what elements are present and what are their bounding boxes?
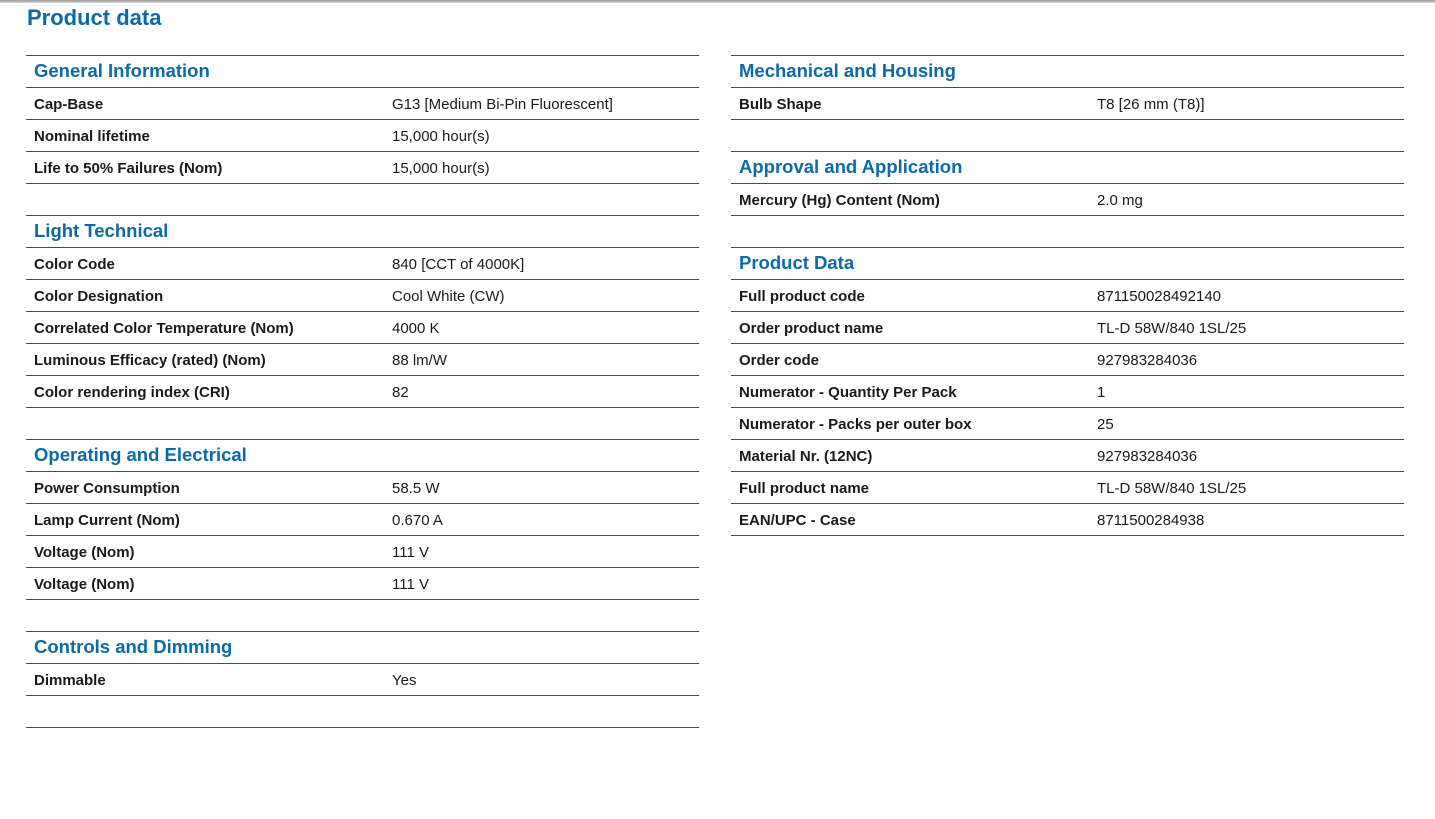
row-value: 82 [392,384,409,401]
row-label: Bulb Shape [739,96,822,113]
row-label: Dimmable [34,672,106,689]
row-label: Full product code [739,288,865,305]
row-label: Voltage (Nom) [34,576,135,593]
row-label: Cap-Base [34,96,104,113]
section-title: Product Data [739,252,855,273]
row-value: 111 V [392,544,429,561]
row-value: 58.5 W [392,480,440,497]
row-label: Voltage (Nom) [34,544,135,561]
row-label: Order product name [739,320,884,337]
section-spacer [731,120,1404,152]
row-value: 871150028492140 [1097,288,1222,305]
row-value: 88 lm/W [392,352,448,369]
section-header-general-information [26,56,699,88]
table-row [26,568,699,600]
row-value: TL-D 58W/840 1SL/25 [1097,480,1247,497]
row-label: Color Designation [34,288,164,305]
section-title: Approval and Application [739,156,963,177]
row-value: T8 [26 mm (T8)] [1097,96,1205,113]
section-spacer [26,600,699,632]
row-label: Color Code [34,256,115,273]
row-label: Luminous Efficacy (rated) (Nom) [34,352,266,369]
row-value: TL-D 58W/840 1SL/25 [1097,320,1247,337]
row-label: Lamp Current (Nom) [34,512,180,529]
row-label: Mercury (Hg) Content (Nom) [739,192,940,209]
table-row [26,120,699,152]
row-label: EAN/UPC - Case [739,512,856,529]
row-label: Numerator - Quantity Per Pack [739,384,957,401]
table-row [26,152,699,184]
table-row [26,248,699,280]
row-label: Order code [739,352,820,369]
table-row [731,440,1404,472]
row-label: Nominal lifetime [34,128,150,145]
row-value: 1 [1097,384,1106,401]
right-column [731,55,1404,536]
row-value: 2.0 mg [1097,192,1143,209]
section-header-operating-and-electrical [26,440,699,472]
table-row [26,344,699,376]
top-rule [0,0,1435,3]
table-row [731,408,1404,440]
section-spacer [26,696,699,728]
table-row [26,472,699,504]
section-title: General Information [34,60,210,81]
table-row [26,504,699,536]
row-value: 111 V [392,576,429,593]
section-title: Controls and Dimming [34,636,233,657]
table-row [26,664,699,696]
table-row [26,88,699,120]
row-label: Correlated Color Temperature (Nom) [34,320,294,337]
table-row [731,88,1404,120]
table-row [26,280,699,312]
row-value: 8711500284938 [1097,512,1205,529]
table-row [731,280,1404,312]
section-header-controls-and-dimming [26,632,699,664]
row-value: 25 [1097,416,1114,433]
left-column [26,55,699,728]
row-label: Power Consumption [34,480,180,497]
table-row [731,504,1404,536]
table-row [731,184,1404,216]
table-row [731,472,1404,504]
row-value: 15,000 hour(s) [392,128,490,145]
row-value: 927983284036 [1097,448,1198,465]
row-value: 4000 K [392,320,440,337]
row-value: 927983284036 [1097,352,1198,369]
row-value: 15,000 hour(s) [392,160,490,177]
section-spacer [731,216,1404,248]
row-value: G13 [Medium Bi-Pin Fluorescent] [392,96,613,113]
section-spacer [26,408,699,440]
section-header-light-technical [26,216,699,248]
table-row [731,376,1404,408]
row-value: 0.670 A [392,512,443,529]
row-value: Cool White (CW) [392,288,505,305]
section-header-approval-and-application [731,152,1404,184]
table-row [731,312,1404,344]
section-title: Mechanical and Housing [739,60,956,81]
row-value: Yes [392,672,417,689]
section-spacer [26,184,699,216]
table-row [26,312,699,344]
section-title: Light Technical [34,220,169,241]
section-title: Operating and Electrical [34,444,247,465]
row-label: Full product name [739,480,870,497]
section-header-product-data [731,248,1404,280]
table-row [26,536,699,568]
row-label: Color rendering index (CRI) [34,384,230,401]
page-title: Product data [27,5,162,30]
section-header-mechanical-and-housing [731,56,1404,88]
row-label: Life to 50% Failures (Nom) [34,160,223,177]
table-row [731,344,1404,376]
table-row [26,376,699,408]
row-value: 840 [CCT of 4000K] [392,256,525,273]
row-label: Numerator - Packs per outer box [739,416,972,433]
row-label: Material Nr. (12NC) [739,448,873,465]
